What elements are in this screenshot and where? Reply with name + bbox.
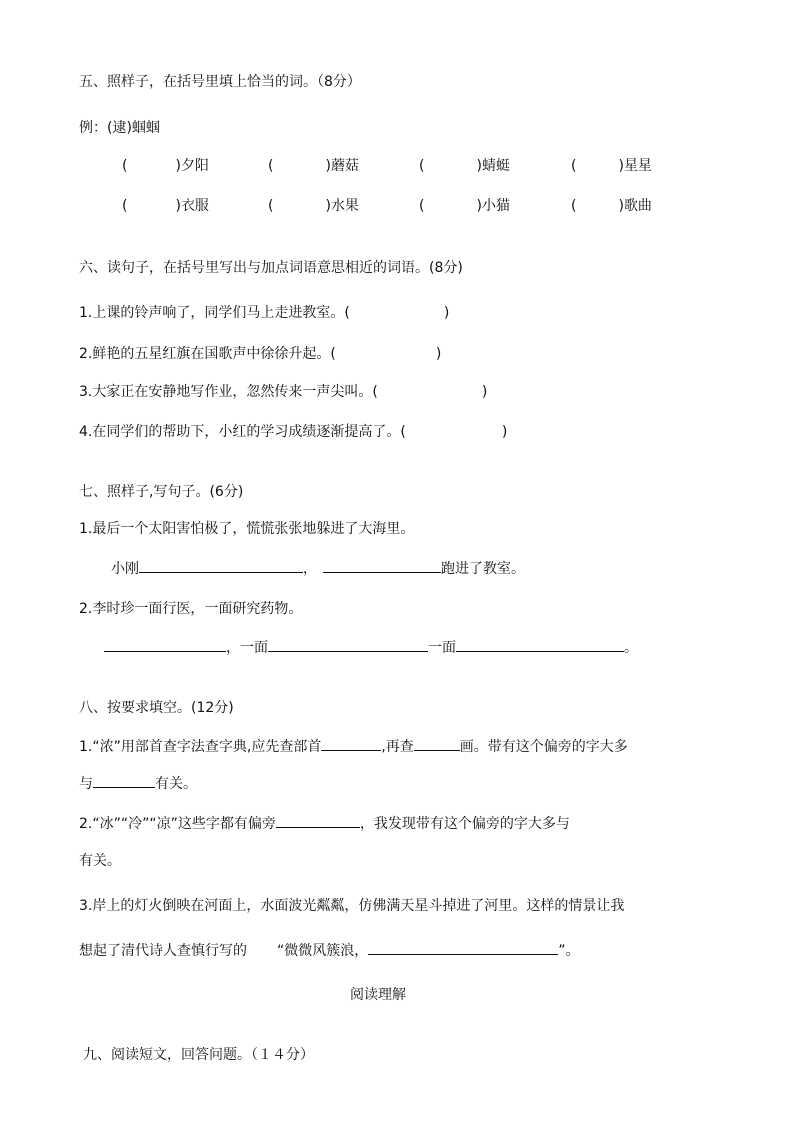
- word-item: 小猫: [481, 198, 510, 214]
- answer-line[interactable]: [456, 638, 624, 652]
- fill-row-1: ( )蘑菇: [268, 158, 359, 174]
- word-item: 蘑菇: [330, 158, 359, 174]
- section-6-q3: 3.大家正在安静地写作业，忽然传来一声尖叫。( ): [79, 384, 488, 400]
- section-8-q1-line2: 与 有关。: [79, 776, 197, 792]
- section-7-example-2: 2.李时珍一面行医，一面研究药物。: [79, 601, 303, 617]
- section-9-title: 九、阅读短文，回答问题。（１４分）: [83, 1047, 314, 1063]
- word-item: 水果: [330, 198, 359, 214]
- answer-line[interactable]: [276, 814, 360, 828]
- word-item: 歌曲: [623, 198, 652, 214]
- fill-row-2: ( )小猫: [419, 198, 510, 214]
- word-item: 夕阳: [180, 158, 209, 174]
- fill-row-2: ( )水果: [268, 198, 359, 214]
- section-5-title: 五、照样子，在括号里填上恰当的词。（8分）: [79, 74, 361, 90]
- answer-line[interactable]: [93, 774, 155, 788]
- reading-heading: 阅读理解: [350, 987, 406, 1003]
- section-8-q3-line1: 3.岸上的灯火倒映在河面上，水面波光粼粼，仿佛满天星斗掉进了河里。这样的情景让我: [79, 898, 625, 914]
- answer-line[interactable]: [323, 559, 441, 573]
- word-item: 蜻蜓: [481, 158, 510, 174]
- section-7-title: 七、照样子,写句子。(6分): [79, 484, 244, 500]
- fill-row-2: ( )歌曲: [571, 198, 652, 214]
- answer-line[interactable]: [268, 638, 428, 652]
- section-6-q1: 1.上课的铃声响了，同学们马上走进教室。( ): [79, 305, 450, 321]
- fill-row-1: ( )蜻蜓: [419, 158, 510, 174]
- word-item: 星星: [623, 158, 652, 174]
- answer-line[interactable]: [414, 737, 460, 751]
- section-5-example: 例：(逮)蝈蝈: [79, 120, 160, 136]
- fill-row-1: ( )星星: [571, 158, 652, 174]
- section-8-q1-line1: 1.“浓”用部首查字法查字典,应先查部首 ,再查 画。带有这个偏旁的字大多: [79, 739, 628, 755]
- section-6-q2: 2.鲜艳的五星红旗在国歌声中徐徐升起。( ): [79, 346, 442, 362]
- section-8-q2-line1: 2.“冰”“冷”“凉”这些字都有偏旁 ，我发现带有这个偏旁的字大多与: [79, 816, 570, 832]
- section-7-example-1: 1.最后一个太阳害怕极了，慌慌张张地躲进了大海里。: [79, 521, 415, 537]
- section-8-q2-line2: 有关。: [79, 853, 121, 869]
- section-6-q4: 4.在同学们的帮助下，小红的学习成绩逐渐提高了。( ): [79, 424, 508, 440]
- section-8-q3-line2: 想起了清代诗人查慎行写的 “微微风簇浪， ”。: [79, 943, 580, 959]
- section-6-title: 六、读句子，在括号里写出与加点词语意思相近的词语。(8分): [79, 260, 463, 276]
- fill-row-1: ( )夕阳: [122, 158, 209, 174]
- section-8-title: 八、按要求填空。(12分): [79, 700, 234, 716]
- fill-row-2: ( )衣服: [122, 198, 209, 214]
- answer-line[interactable]: [368, 941, 558, 955]
- section-7-answer-2: ，一面 一面 。: [104, 638, 638, 657]
- section-7-answer-1: 小刚 ， 跑进了教室。: [111, 561, 525, 577]
- answer-line[interactable]: [104, 638, 226, 652]
- word-item: 衣服: [180, 198, 209, 214]
- answer-line[interactable]: [321, 737, 381, 751]
- answer-line[interactable]: [139, 559, 303, 573]
